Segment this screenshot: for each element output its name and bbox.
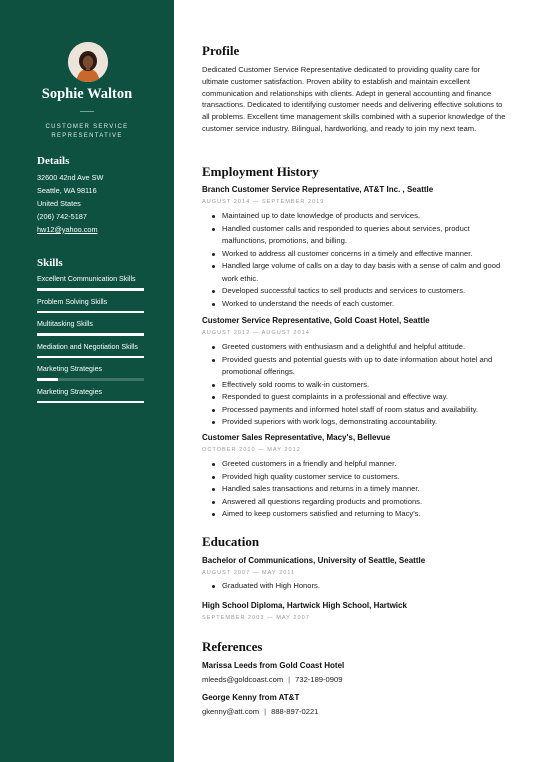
- list-item: Provided high quality customer service to customers.: [210, 471, 508, 484]
- skills-list: [37, 275, 144, 411]
- education-entry-dates: AUGUST 2007 — MAY 2011: [202, 570, 296, 576]
- skill-label: Multitasking Skills: [37, 320, 93, 329]
- education-entry-title: High School Diploma, Hartwick High School, Hartwick: [202, 601, 407, 610]
- job-entry-dates: AUGUST 2012 — AUGUST 2014: [202, 330, 310, 336]
- phone: (206) 742-5187: [37, 211, 87, 221]
- job-entry-dates: AUGUST 2014 — SEPTEMBER 2019: [202, 199, 325, 205]
- employment-heading: Employment History: [202, 164, 319, 179]
- list-item: Aimed to keep customers satisfied and returning to Macy's.: [210, 508, 508, 521]
- skill-bar: [37, 311, 144, 314]
- list-item: Maintained up to date knowledge of products and services.: [210, 210, 508, 223]
- skill-level-fill: [37, 356, 144, 359]
- list-item: Processed payments and informed hotel staff of room status and availability.: [210, 404, 508, 417]
- job-entry-bullets: [210, 458, 508, 521]
- sidebar: [0, 0, 174, 762]
- reference-email[interactable]: mleeds@goldcoast.com: [202, 675, 284, 684]
- skill-level-fill: [37, 288, 144, 291]
- skill-bar: [37, 333, 144, 336]
- name-divider: [80, 111, 94, 112]
- reference-contact: [202, 707, 318, 716]
- list-item: Answered all questions regarding products and promotions.: [210, 496, 508, 509]
- skill-bar: [37, 378, 144, 381]
- skill-label: Marketing Strategies: [37, 387, 103, 396]
- reference-phone: 732-189-0909: [295, 675, 343, 684]
- list-item: Greeted customers with enthusiasm and a delightful and helpful attitude.: [210, 341, 508, 354]
- skill-level-fill: [37, 378, 58, 381]
- details-block: [37, 172, 103, 237]
- skill-label: Mediation and Negotiation Skills: [37, 342, 138, 351]
- education-entry-dates: SEPTEMBER 2003 — MAY 2007: [202, 615, 310, 621]
- list-item: Responded to guest complaints in a professional and effective way.: [210, 391, 508, 404]
- job-entry-bullets: [210, 210, 508, 310]
- reference-email[interactable]: gkenny@att.com: [202, 707, 260, 716]
- list-item: Provided superiors with work logs, demonstrating accountability.: [210, 416, 508, 429]
- address-line-2: Seattle, WA 98116: [37, 185, 97, 195]
- references-heading: References: [202, 639, 263, 654]
- address-line-1: 32600 42nd Ave SW: [37, 173, 104, 182]
- job-entry-title: Customer Sales Representative, Macy's, Bellevue: [202, 433, 391, 442]
- skill-level-fill: [37, 333, 144, 336]
- skill-bar: [37, 356, 144, 359]
- skill-item: [37, 343, 144, 366]
- separator: |: [264, 707, 267, 716]
- skills-heading: Skills: [37, 257, 63, 269]
- list-item: Developed successful tactics to sell products and services to customers.: [210, 285, 508, 298]
- list-item: Graduated with High Honors.: [210, 580, 508, 593]
- reference-name: Marissa Leeds from Gold Coast Hotel: [202, 661, 345, 670]
- skill-level-fill: [37, 311, 144, 314]
- job-entry-title: Customer Service Representative, Gold Coast Hotel, Seattle: [202, 316, 430, 325]
- country: United States: [37, 198, 81, 208]
- job-entry-title: Branch Customer Service Representative, AT&T Inc. , Seattle: [202, 185, 434, 194]
- reference-phone: 888-897-0221: [271, 707, 319, 716]
- job-title: CUSTOMER SERVICE REPRESENTATIVE: [45, 124, 129, 139]
- list-item: Provided guests and potential guests with up to date information about hotel and promotional offerings.: [210, 354, 508, 379]
- list-item: Effectively sold rooms to walk-in customers.: [210, 379, 508, 392]
- list-item: Worked to understand the needs of each customer.: [210, 298, 508, 311]
- job-entry-bullets: [210, 341, 508, 429]
- list-item: Handled sales transactions and returns in a timely manner.: [210, 483, 508, 496]
- skill-item: [37, 365, 144, 388]
- profile-heading: Profile: [202, 43, 240, 58]
- education-heading: Education: [202, 534, 260, 549]
- skill-bar: [37, 288, 144, 291]
- reference-contact: [202, 675, 342, 684]
- list-item: Handled large volume of calls on a day to day basis with a sense of calm and good work ethic.: [210, 260, 508, 285]
- skill-label: Problem Solving Skills: [37, 297, 108, 306]
- skill-bar: [37, 401, 144, 404]
- education-entry-title: Bachelor of Communications, University of Seattle, Seattle: [202, 556, 426, 565]
- profile-summary: Dedicated Customer Service Representative dedicated to providing quality care for ultimate customer satisfaction. Proven ability to establish and maintain excellent communication and relationships with clients. Adept in general accounting and finance transactions. Dedicated to identifying customer needs and delivering effective solutions to all problems. Excellent time management skills combined with a superior knowledge of the customer service industry. Bilingual, hardworking, and ready to join my next team.: [202, 65, 506, 133]
- skill-label: Marketing Strategies: [37, 365, 103, 374]
- reference-name: George Kenny from AT&T: [202, 693, 300, 702]
- job-entry-dates: OCTOBER 2010 — MAY 2012: [202, 447, 301, 453]
- skill-item: [37, 275, 144, 298]
- skill-item: [37, 298, 144, 321]
- avatar: [68, 42, 108, 82]
- separator: |: [288, 675, 291, 684]
- skill-label: Excellent Communication Skills: [37, 275, 136, 283]
- email-link[interactable]: hw12@yahoo.com: [37, 224, 98, 234]
- list-item: Worked to address all customer concerns in a timely and effective manner.: [210, 248, 508, 261]
- list-item: Handled customer calls and responded to queries about services, product malfunctions, promotions, and billing.: [210, 223, 508, 248]
- education-entry-bullets: [210, 580, 508, 593]
- skill-level-fill: [37, 401, 144, 404]
- skill-item: [37, 388, 144, 411]
- person-name: Sophie Walton: [41, 86, 133, 102]
- skill-item: [37, 320, 144, 343]
- avatar-photo-icon: [68, 42, 108, 82]
- list-item: Greeted customers in a friendly and helpful manner.: [210, 458, 508, 471]
- details-heading: Details: [37, 155, 70, 167]
